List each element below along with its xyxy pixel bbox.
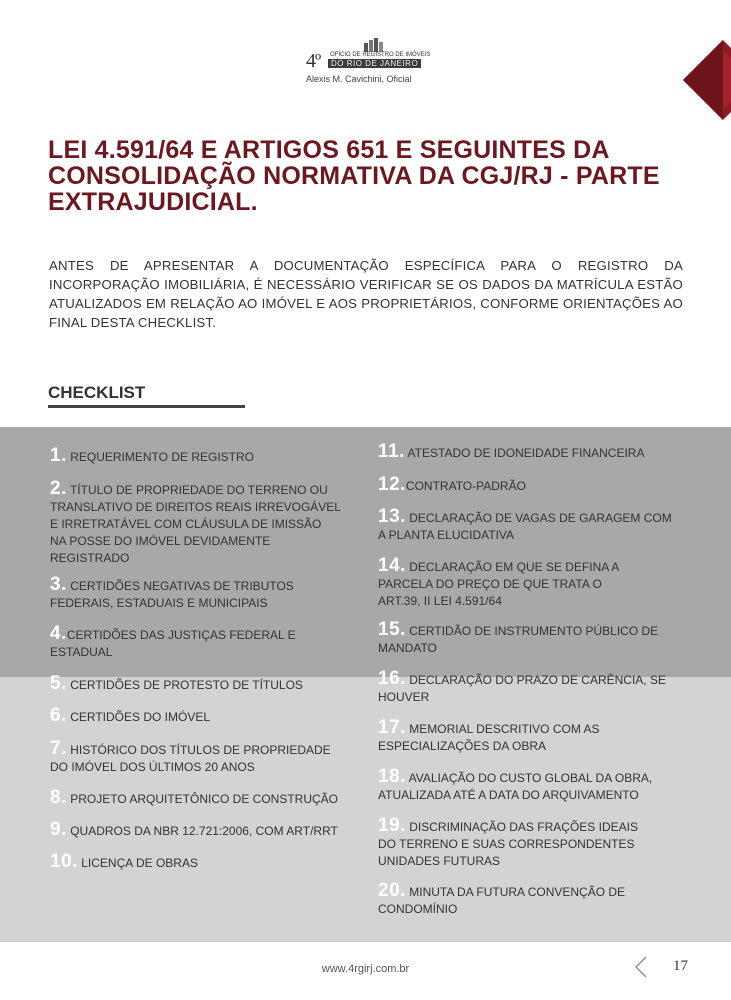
checklist-item: 19. DISCRIMINAÇÃO DAS FRAÇÕES IDEAIS DO TERRENO E SUAS CORRESPONDENTES UNIDADES FUTURAS	[378, 815, 638, 868]
checklist-item: 2. TÍTULO DE PROPRIEDADE DO TERRENO OU TRANSLATIVO DE DIREITOS REAIS IRREVOGÁVEL E IRRETRATÁVEL COM CLÁUSULA DE IMISSÃO NA POSSE DO IMÓVEL DEVIDAMENTE REGISTRADO	[50, 478, 341, 565]
checklist-item: 4.CERTIDÕES DAS JUSTIÇAS FEDERAL E ESTADUAL	[50, 623, 296, 659]
checklist-item: 3. CERTIDÕES NEGATIVAS DE TRIBUTOS FEDERAIS, ESTADUAIS E MUNICIPAIS	[50, 574, 294, 610]
checklist-item: 6. CERTIDÕES DO IMÓVEL	[50, 705, 210, 726]
building-icon	[362, 38, 384, 52]
chevron-left-icon[interactable]	[634, 956, 648, 978]
checklist-item: 12.CONTRATO-PADRÃO	[378, 474, 526, 495]
logo-subtitle: Alexis M. Cavichini, Oficial	[306, 74, 412, 84]
checklist-item: 13. DECLARAÇÃO DE VAGAS DE GARAGEM COM A PLANTA ELUCIDATIVA	[378, 506, 672, 542]
corner-diamond-decoration	[683, 40, 731, 120]
checklist-item: 7. HISTÓRICO DOS TÍTULOS DE PROPRIEDADE DO IMÓVEL DOS ÚLTIMOS 20 ANOS	[50, 738, 331, 774]
checklist-item: 15. CERTIDÃO DE INSTRUMENTO PÚBLICO DE MANDATO	[378, 619, 659, 655]
intro-paragraph: ANTES DE APRESENTAR A DOCUMENTAÇÃO ESPECÍFICA PARA O REGISTRO DA INCORPORAÇÃO IMOBILIÁRIA, É NECESSÁRIO VERIFICAR SE OS DADOS DA MATRÍCULA ESTÃO ATUALIZADOS EM RELAÇÃO AO IMÓVEL E AOS PROPRIETÁRIOS, CONFORME ORIENTAÇÕES AO FINAL DESTA CHECKLIST.	[49, 258, 683, 330]
checklist-item: 5. CERTIDÕES DE PROTESTO DE TÍTULOS	[50, 673, 303, 694]
checklist-item: 16. DECLARAÇÃO DO PRAZO DE CARÊNCIA, SE HOUVER	[378, 668, 666, 704]
checklist-item: 14. DECLARAÇÃO EM QUE SE DEFINA A PARCELA DO PREÇO DE QUE TRATA O ART.39, II LEI 4.591/64	[378, 555, 620, 608]
footer-url: www.4rgirj.com.br	[321, 963, 410, 975]
checklist-item: 8. PROJETO ARQUITETÔNICO DE CONSTRUÇÃO	[50, 787, 338, 808]
checklist-item: 17. MEMORIAL DESCRITIVO COM AS ESPECIALIZAÇÕES DA OBRA	[378, 717, 600, 753]
logo-line1: OFÍCIO DE REGISTRO DE IMÓVEIS	[330, 52, 431, 58]
checklist-underline	[48, 405, 245, 408]
checklist-item: 10. LICENÇA DE OBRAS	[50, 851, 198, 872]
checklist-heading: CHECKLIST	[48, 383, 146, 402]
checklist-item: 11. ATESTADO DE IDONEIDADE FINANCEIRA	[378, 441, 645, 462]
page-number: 17	[673, 958, 688, 974]
checklist-item: 1. REQUERIMENTO DE REGISTRO	[50, 445, 254, 466]
logo-number: 4º	[306, 50, 321, 72]
checklist-item: 9. QUADROS DA NBR 12.721:2006, COM ART/RRT	[50, 819, 338, 840]
page-title: LEI 4.591/64 E ARTIGOS 651 E SEGUINTES DA CONSOLIDAÇÃO NORMATIVA DA CGJ/RJ - PARTE EXTRAJUDICIAL.	[48, 136, 660, 216]
checklist-item: 20. MINUTA DA FUTURA CONVENÇÃO DE CONDOMÍNIO	[378, 880, 626, 916]
registry-logo	[306, 38, 436, 88]
logo-line2: DO RIO DE JANEIRO	[328, 59, 421, 68]
checklist-item: 18. AVALIAÇÃO DO CUSTO GLOBAL DA OBRA, ATUALIZADA ATÉ A DATA DO ARQUIVAMENTO	[378, 766, 653, 802]
